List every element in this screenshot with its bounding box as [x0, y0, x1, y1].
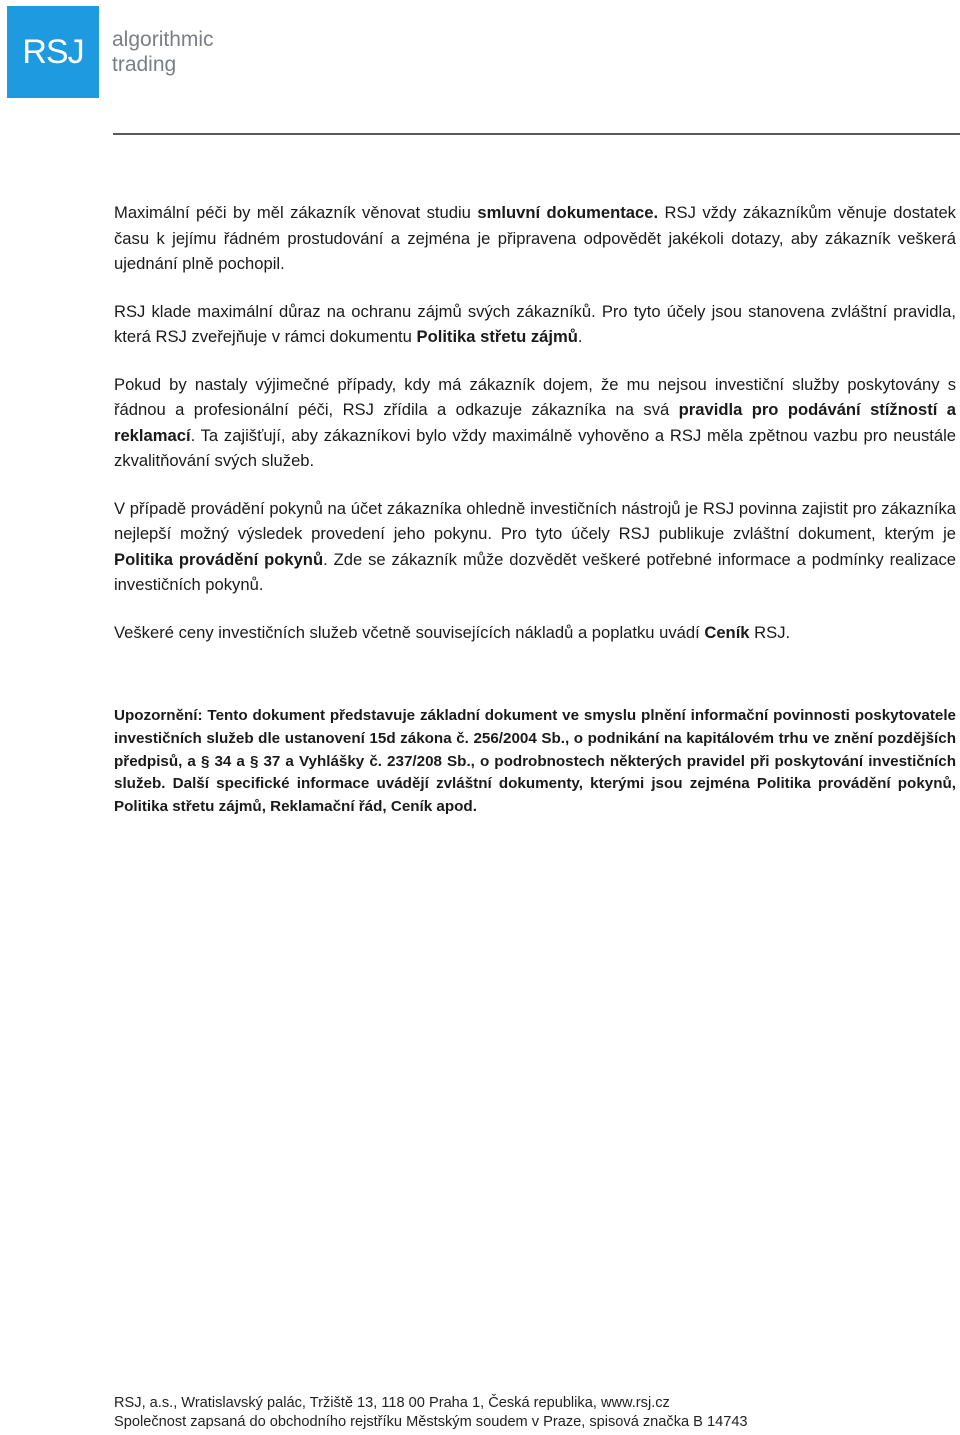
text-segment: RSJ klade maximální důraz na ochranu zájmů svých zákazníků. Pro tyto účely jsou stanovena zvláštní pravidla, která RSJ zveřejňuje v rámci dokumentu	[114, 301, 956, 346]
logo-text: RSJ	[22, 32, 84, 71]
text-segment: Veškeré ceny investičních služeb včetně souvisejících nákladů a poplatku uvádí	[114, 622, 705, 642]
text-segment: . Ta zajišťují, aby zákazníkovi bylo vždy maximálně vyhověno a RSJ měla zpětnou vazbu pro neustále zkvalitňování svých služeb.	[114, 425, 956, 470]
text-segment: RSJ vždy zákazníkům věnuje dostatek času k jejímu řádném prostudování a zejména je připravena odpovědět jakékoli dotazy, aby zákazník veškerá ujednání plně pochopil.	[114, 203, 956, 273]
tagline-line-2: trading	[112, 53, 177, 76]
header-divider	[113, 133, 960, 135]
footer-registration: Společnost zapsaná do obchodního rejstříku Městským soudem v Praze, spisová značka B 14743	[114, 1414, 748, 1430]
paragraph-conflict-of-interest	[114, 299, 956, 350]
rsj-logo	[7, 6, 99, 98]
emphasis-price-list: Ceník	[704, 622, 750, 642]
paragraph-pricing	[114, 620, 956, 646]
paragraph-complaints	[114, 372, 956, 474]
legal-notice: Upozornění: Tento dokument představuje základní dokument ve smyslu plnění informační povinnosti poskytovatele investičních služeb dle ustanovení 15d zákona č. 256/2004 Sb., o podnikání na kapitálovém trhu ve znění pozdějších předpisů, a § 34 a § 37 a Vyhlášky č. 237/208 Sb., o podrobnostech některých pravidel při poskytování investičních služeb. Další specifické informace uvádějí zvláštní dokumenty, kterými jsou zejména Politika provádění pokynů, Politika střetu zájmů, Reklamační řád, Ceník apod.	[114, 707, 956, 816]
tagline-line-1: algorithmic	[112, 28, 214, 51]
emphasis-conflict-policy: Politika střetu zájmů	[416, 327, 578, 346]
page-footer	[114, 1394, 748, 1432]
text-segment: V případě provádění pokynů na účet zákazníka ohledně investičních nástrojů je RSJ povinna zajistit pro zákazníka nejlepší možný výsledek provedení jeho pokynu. Pro tyto účely RSJ publikuje zvláštní dokument, kterým je	[114, 498, 956, 543]
document-body	[114, 200, 956, 819]
text-segment: Maximální péči by měl zákazník věnovat studiu	[114, 203, 478, 222]
emphasis-execution-policy: Politika provádění pokynů	[114, 549, 324, 569]
paragraph-order-execution	[114, 496, 956, 598]
text-segment: .	[577, 327, 583, 346]
paragraph-contract-documentation	[114, 200, 956, 277]
emphasis-complaints-rules: pravidla pro podávání stížností a reklamací	[114, 400, 956, 445]
text-segment: . Zde se zákazník může dozvědět veškeré potřebné informace a podmínky realizace investičních pokynů.	[114, 549, 956, 594]
text-segment: RSJ.	[749, 622, 791, 642]
emphasis-contract-documentation: smluvní dokumentace.	[477, 203, 659, 222]
text-segment: Pokud by nastaly výjimečné případy, kdy má zákazník dojem, že mu nejsou investiční služby poskytovány s řádnou a profesionální péči, RSJ zřídila a odkazuje zákazníka na svá	[114, 374, 956, 419]
brand-tagline	[112, 27, 214, 77]
footer-address: RSJ, a.s., Wratislavský palác, Tržiště 13, 118 00 Praha 1, Česká republika, www.rsj.cz	[114, 1395, 670, 1411]
